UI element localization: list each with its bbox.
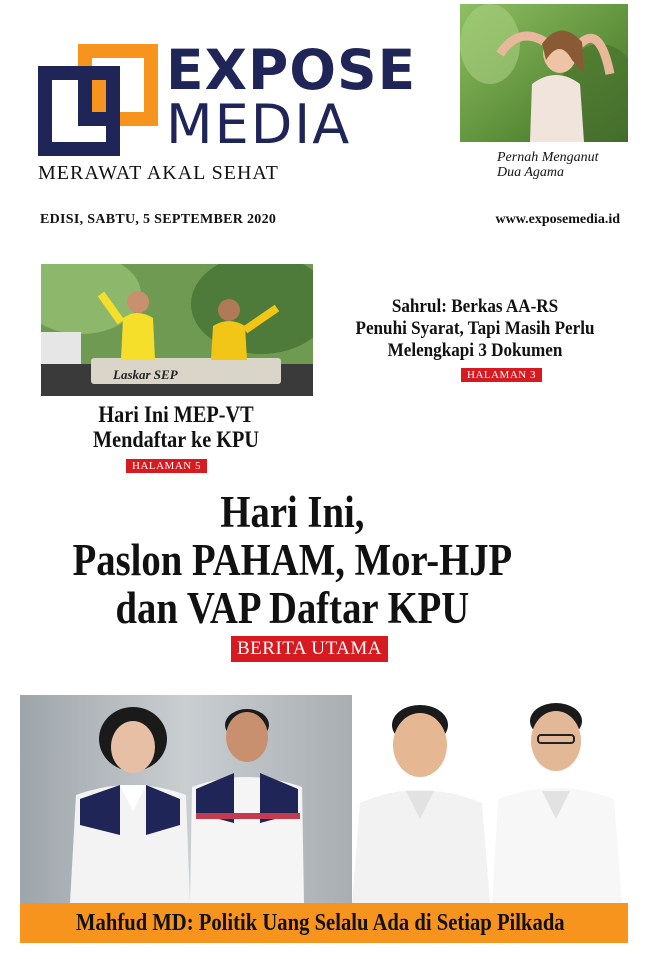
vehicle-banner-text: Laskar SEP bbox=[113, 367, 178, 382]
story-left-photo[interactable] bbox=[41, 264, 313, 396]
story-left-headline-line1: Hari Ini MEP-VT bbox=[98, 402, 254, 427]
main-headline-line1: Hari Ini, bbox=[220, 487, 365, 537]
story-left-page-badge[interactable]: HALAMAN 5 bbox=[126, 459, 207, 473]
main-headline-line3: dan VAP Daftar KPU bbox=[115, 583, 470, 633]
bottom-left-photo[interactable] bbox=[20, 695, 352, 903]
story-right-headline-line3: Melengkapi 3 Dokumen bbox=[387, 340, 563, 361]
story-right-headline-line1: Sahrul: Berkas AA-RS bbox=[391, 296, 559, 317]
website-link[interactable]: www.exposemedia.id bbox=[495, 212, 620, 227]
brand-name-expose: EXPOSE bbox=[166, 38, 417, 102]
story-left-headline[interactable] bbox=[56, 402, 295, 452]
bottom-headline[interactable]: Mahfud MD: Politik Uang Selalu Ada di Setiap Pilkada bbox=[76, 910, 565, 936]
story-left-headline-line2: Mendaftar ke KPU bbox=[92, 427, 260, 452]
bottom-right-photo[interactable] bbox=[352, 695, 628, 903]
logo-mark-icon bbox=[38, 44, 158, 156]
top-story-caption[interactable] bbox=[497, 150, 598, 180]
top-story-caption-line1: Pernah Menganut bbox=[497, 150, 599, 165]
main-headline[interactable] bbox=[0, 488, 585, 632]
story-right-page-badge[interactable]: HALAMAN 3 bbox=[461, 368, 542, 382]
brand-tagline: MERAWAT AKAL SEHAT bbox=[38, 162, 279, 184]
top-story-photo[interactable] bbox=[460, 4, 628, 142]
main-headline-line2: Paslon PAHAM, Mor-HJP bbox=[72, 535, 513, 585]
story-right-headline[interactable] bbox=[340, 296, 610, 362]
brand-name-media: MEDIA bbox=[166, 93, 352, 156]
story-right-headline-line2: Penuhi Syarat, Tapi Masih Perlu bbox=[355, 318, 595, 339]
edition-date: EDISI, SABTU, 5 SEPTEMBER 2020 bbox=[40, 212, 277, 227]
main-story-badge[interactable]: BERITA UTAMA bbox=[231, 636, 388, 662]
top-story-caption-line2: Dua Agama bbox=[497, 165, 565, 180]
